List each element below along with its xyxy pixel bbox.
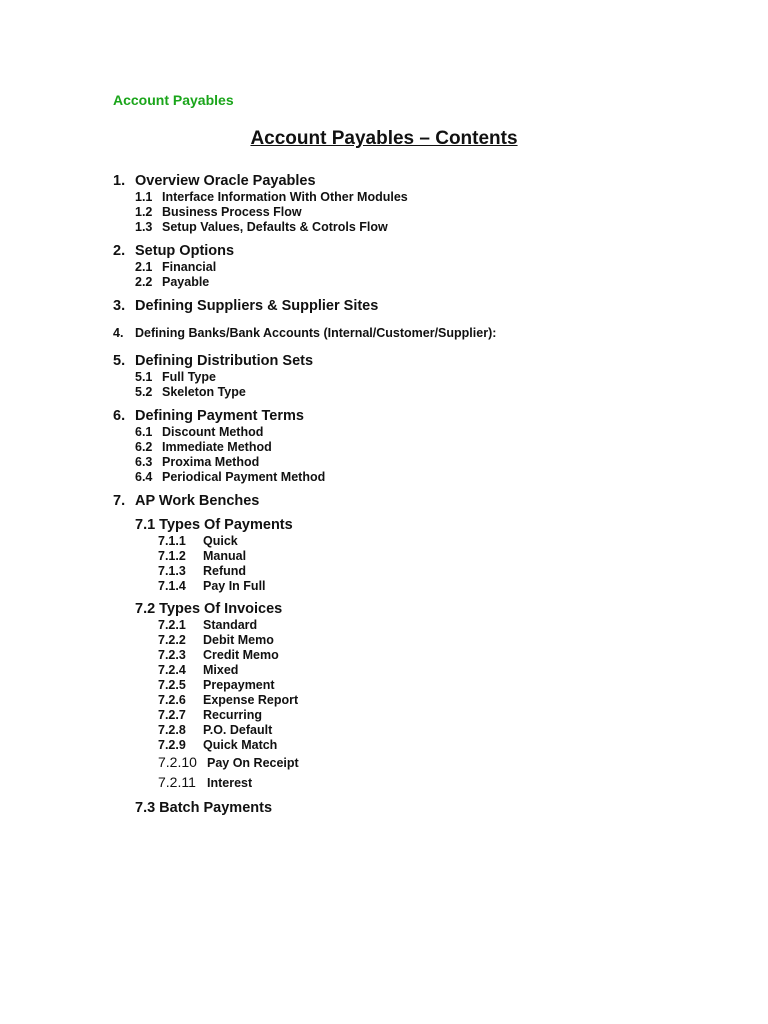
- subsubsection-number: 7.1.2: [158, 549, 186, 563]
- subsection-label: Payable: [162, 275, 210, 289]
- subsection-number: 6.1: [135, 425, 153, 439]
- subsubsection-label: Mixed: [203, 663, 239, 677]
- subsection-item: [135, 440, 733, 455]
- subsubsection-item: [158, 618, 733, 633]
- subsubsection-item: [158, 678, 733, 693]
- subsubsection-label: Standard: [203, 618, 258, 632]
- subsubsection-item: [158, 723, 733, 738]
- section-label: Setup Options: [135, 243, 235, 259]
- subsection-label: Financial: [162, 260, 217, 274]
- subsubsection-number: 7.2.2: [158, 633, 186, 647]
- section-number: 7.: [113, 493, 126, 509]
- subsubsection-number: 7.2.6: [158, 693, 186, 707]
- subsection-heading: 7.2 Types Of Invoices: [135, 601, 283, 617]
- toc-section-2: [113, 242, 733, 290]
- subsubsection-label: P.O. Default: [203, 723, 273, 737]
- subsubsection-number: 7.1.3: [158, 564, 186, 578]
- section-title: [113, 407, 733, 425]
- subsubsection-number: 7.1.1: [158, 534, 186, 548]
- section-title: [113, 172, 733, 190]
- subsubsection-number: 7.2.7: [158, 708, 186, 722]
- subsection-label: Setup Values, Defaults & Cotrols Flow: [162, 220, 388, 234]
- toc-section-4: [113, 324, 733, 342]
- subsubsection-label: Debit Memo: [203, 633, 274, 647]
- subsubsection-item: [158, 753, 733, 773]
- subsubsection-label: Prepayment: [203, 678, 275, 692]
- subsubsection-item: [158, 708, 733, 723]
- subsubsection-item: [158, 663, 733, 678]
- section-title: [113, 242, 733, 260]
- subsubsection-number: 7.2.3: [158, 648, 186, 662]
- section-number: 2.: [113, 243, 126, 259]
- subsubsection-item: [158, 633, 733, 648]
- subsection-item: [135, 385, 733, 400]
- toc-section-6: [113, 407, 733, 485]
- subsubsection-item: [158, 773, 733, 793]
- subsection-item: [135, 275, 733, 290]
- subsection-item: [135, 470, 733, 485]
- subsubsection-label: Quick Match: [203, 738, 278, 752]
- section-number: 5.: [113, 353, 126, 369]
- section-number: 3.: [113, 298, 126, 314]
- section-label: Defining Banks/Bank Accounts (Internal/Customer/Supplier):: [135, 326, 497, 340]
- subsection-number: 1.3: [135, 220, 153, 234]
- subsubsection-number: 7.2.1: [158, 618, 186, 632]
- subsection-label: Business Process Flow: [162, 205, 302, 219]
- subsubsection-label: Expense Report: [203, 693, 299, 707]
- subsection-number: 6.2: [135, 440, 153, 454]
- section-label: Defining Payment Terms: [135, 408, 304, 424]
- subsection-item: [135, 220, 733, 235]
- section-number: 4.: [113, 326, 124, 340]
- subsubsection-label: Refund: [203, 564, 247, 578]
- section-number: 1.: [113, 173, 126, 189]
- subsubsection-number: 7.2.5: [158, 678, 186, 692]
- subsubsection-number: 7.2.9: [158, 738, 186, 752]
- subsubsection-label: Quick: [203, 534, 238, 548]
- toc-section-7: [113, 492, 733, 817]
- section-number: 6.: [113, 408, 126, 424]
- subsubsection-item: [158, 693, 733, 708]
- toc-section-3: [113, 297, 733, 315]
- subsubsection-number: 7.2.8: [158, 723, 186, 737]
- table-of-contents: [113, 172, 733, 824]
- subsection-item: [135, 260, 733, 275]
- subsection-number: 5.2: [135, 385, 153, 399]
- subsection-label: Immediate Method: [162, 440, 272, 454]
- subsection-item: [135, 190, 733, 205]
- toc-section-1: [113, 172, 733, 235]
- section-title: [113, 352, 733, 370]
- subsubsection-item: [158, 534, 733, 549]
- subsubsection-label: Pay On Receipt: [207, 756, 299, 770]
- subsubsection-number: 7.2.10: [158, 754, 197, 770]
- document-title: Account Payables – Contents: [250, 128, 518, 149]
- section-label: Defining Distribution Sets: [135, 353, 314, 369]
- subsubsection-number: 7.2.4: [158, 663, 186, 677]
- subsubsection-label: Credit Memo: [203, 648, 279, 662]
- subsection-label: Discount Method: [162, 425, 264, 439]
- subsubsection-label: Pay In Full: [203, 579, 266, 593]
- header-label: Account Payables: [113, 92, 234, 108]
- subsection-number: 6.4: [135, 470, 153, 484]
- subsection-number: 5.1: [135, 370, 153, 384]
- subsection-label: Interface Information With Other Modules: [162, 190, 408, 204]
- subsubsection-item: [158, 738, 733, 753]
- subsubsection-item: [158, 564, 733, 579]
- subsubsection-item: [158, 549, 733, 564]
- subsection-item: [135, 425, 733, 440]
- toc-section-5: [113, 352, 733, 400]
- section-title: [113, 297, 733, 315]
- subsubsection-number: 7.2.11: [158, 774, 196, 790]
- subsection-item: [135, 205, 733, 220]
- section-title: [113, 324, 733, 342]
- section-label: Defining Suppliers & Supplier Sites: [135, 298, 379, 314]
- subsection-label: Full Type: [162, 370, 216, 384]
- subsubsection-item: [158, 648, 733, 663]
- subsection-heading: 7.3 Batch Payments: [135, 800, 273, 816]
- subsection-item: [135, 455, 733, 470]
- subsection-item: [135, 370, 733, 385]
- subsection-number: 2.1: [135, 260, 153, 274]
- section-label: Overview Oracle Payables: [135, 173, 316, 189]
- section-title: [113, 492, 733, 510]
- subsubsection-label: Recurring: [203, 708, 263, 722]
- subsubsection-number: 7.1.4: [158, 579, 186, 593]
- subsubsection-label: Manual: [203, 549, 247, 563]
- subsection-number: 2.2: [135, 275, 153, 289]
- subsubsection-item: [158, 579, 733, 594]
- subsection-number: 1.2: [135, 205, 153, 219]
- subsubsection-label: Interest: [207, 776, 253, 790]
- subsection-label: Proxima Method: [162, 455, 260, 469]
- subsection-label: Skeleton Type: [162, 385, 246, 399]
- subsection-heading: 7.1 Types Of Payments: [135, 517, 293, 533]
- subsection-number: 6.3: [135, 455, 153, 469]
- subsection-number: 1.1: [135, 190, 153, 204]
- subsection-label: Periodical Payment Method: [162, 470, 326, 484]
- section-label: AP Work Benches: [135, 493, 260, 509]
